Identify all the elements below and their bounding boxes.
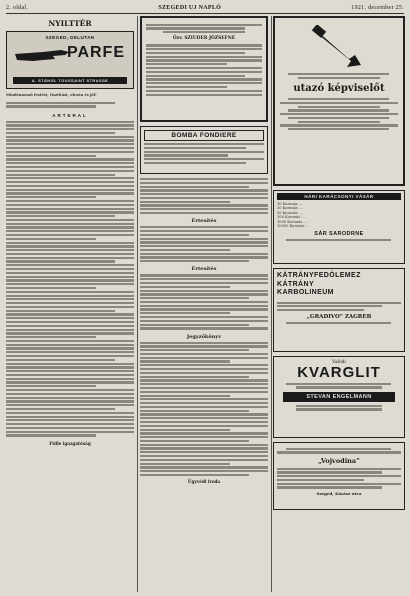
agent-headline: utazó képviselőt — [293, 82, 385, 94]
vojvodina-advert — [273, 442, 405, 510]
currency-exchange-advert — [273, 190, 405, 264]
hand-pointer-icon — [13, 46, 73, 66]
hand-pointer-icon — [311, 25, 367, 69]
exchange-row: 50 Koronás .... — [277, 210, 304, 215]
section-heading-1: Értesítés — [191, 218, 217, 225]
page-header — [6, 2, 404, 14]
section-heading: ARTERAL — [52, 112, 88, 118]
tar-products-advert — [273, 268, 405, 352]
obituary-name: Özv. SZIUDER JÓZSEFNÉ — [172, 36, 236, 42]
column-rule — [271, 16, 272, 592]
parfe-advert — [6, 31, 134, 89]
exchange-title: HÁRI KARÁCSONYI VÁSÁR — [277, 193, 401, 200]
sar-title: SÁR SARODRNE — [314, 231, 364, 238]
notice-text: Mindennemű festést, tisztítást, olcsón és jól! — [6, 93, 97, 97]
kvarglit-brand: KVARGLIT — [297, 364, 381, 381]
tar-product-line: KÁTRÁNY — [277, 280, 315, 288]
issue-date: 1921. december 25. — [351, 4, 404, 11]
exchange-row: 10000 Koronás .... — [277, 224, 311, 229]
page-number: 2. oldal. — [6, 4, 29, 11]
article-body — [6, 121, 134, 437]
column-middle — [140, 16, 268, 592]
nyiltter-heading: NYILTTÉR — [48, 19, 92, 28]
exchange-row: 1000 Koronás .... — [277, 219, 308, 224]
column-footer: Ügyvédi iroda — [187, 479, 221, 485]
column-footer: Szeged, Kárász utca — [316, 490, 362, 496]
tar-product-line: KÁTRÁNYFEDÖLEMEZ — [277, 272, 361, 279]
exchange-row: 20 Koronás .... — [277, 206, 304, 211]
article-body — [140, 226, 268, 262]
section-heading-2: Értesítés — [191, 266, 217, 273]
kvarglit-advert — [273, 356, 405, 438]
column-left — [6, 16, 134, 592]
parfe-top-line: SZEGED, DELUTAN — [45, 35, 95, 40]
article-body — [140, 274, 268, 329]
exchange-row: 10 Koronás .... — [277, 202, 304, 206]
bomba-title: BOMBA FONDIERE — [144, 130, 264, 141]
agent-wanted-advert — [273, 16, 405, 186]
stevan-engelmann: STEVAN ENGELMANN — [283, 392, 395, 402]
text-block — [140, 178, 268, 214]
newspaper-title: SZEGEDI UJ NAPLÓ — [158, 4, 222, 11]
obituary-notice — [140, 16, 268, 122]
bomba-fondiere-advert — [140, 126, 268, 174]
parfe-bottom-line: A. STÁNGL TOUSSAINT STRASSE — [13, 77, 127, 84]
article-body — [140, 342, 268, 477]
kvarglit-pre: Valódi — [332, 360, 346, 365]
column-rule — [137, 16, 138, 592]
tar-product-line: KARBOLINEUM — [277, 289, 334, 296]
column-footer: Ftdle igazgatóság — [49, 440, 91, 446]
vojvodina-name: „Vojvodina” — [318, 456, 360, 465]
section-heading-3: Jegyzőkönyv — [186, 333, 222, 340]
parfe-brand: PARFE — [66, 44, 125, 61]
text-block — [6, 102, 134, 108]
gradivo-name: „GRADIVO” ZAGREB — [306, 314, 372, 321]
column-right — [273, 16, 405, 592]
exchange-row: 100 Koronás .... — [277, 215, 306, 220]
